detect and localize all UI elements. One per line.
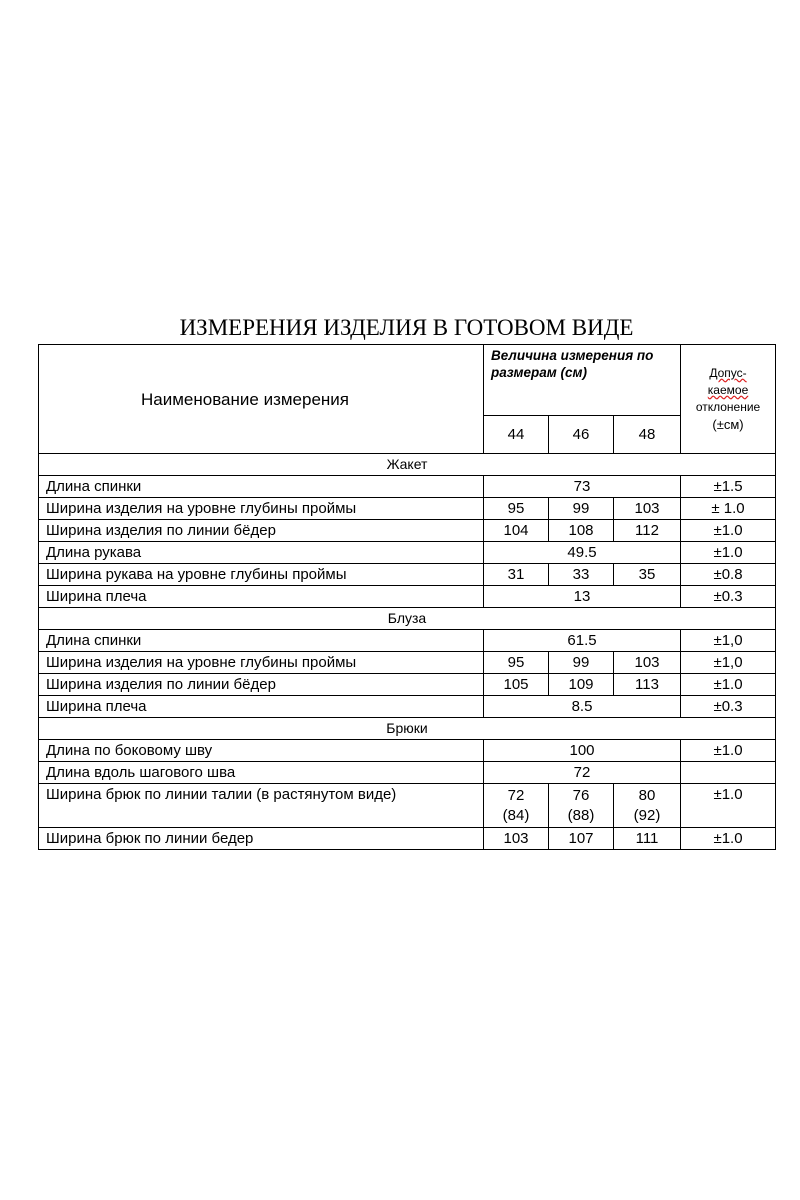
measure-value-stretched: (84) (502, 807, 530, 824)
header-row (39, 345, 776, 416)
tolerance-value: ±0.8 (681, 564, 776, 586)
header-tolerance-line4: (±см) (712, 417, 744, 432)
measure-value: 105 (484, 674, 549, 696)
measure-name: Длина рукава (39, 542, 484, 564)
measure-name: Ширина брюк по линии талии (в растянутом виде) (39, 784, 484, 828)
tolerance-value: ±1,0 (681, 630, 776, 652)
measurements-table (38, 344, 776, 850)
measure-value (549, 784, 614, 828)
header-tolerance (681, 345, 776, 454)
measure-value-merged: 13 (484, 586, 681, 608)
measure-name: Ширина плеча (39, 696, 484, 718)
measure-value: 33 (549, 564, 614, 586)
measure-name: Ширина изделия по линии бёдер (39, 520, 484, 542)
header-tolerance-line2: каемое (707, 383, 749, 397)
measure-value-merged: 73 (484, 476, 681, 498)
measure-name: Ширина изделия на уровне глубины проймы (39, 652, 484, 674)
measure-value-stretched: (88) (567, 807, 595, 824)
measure-name: Длина спинки (39, 476, 484, 498)
measure-value: 35 (614, 564, 681, 586)
measure-value-merged: 49.5 (484, 542, 681, 564)
size-46: 46 (549, 416, 614, 454)
table-row (39, 696, 776, 718)
measure-value: 108 (549, 520, 614, 542)
table-row (39, 674, 776, 696)
measure-name: Ширина плеча (39, 586, 484, 608)
tolerance-value: ±1,0 (681, 652, 776, 674)
measure-value: 109 (549, 674, 614, 696)
measure-value-stretched: (92) (633, 807, 661, 824)
tolerance-value: ±0.3 (681, 696, 776, 718)
table-row (39, 586, 776, 608)
measure-value: 99 (549, 652, 614, 674)
tolerance-value: ±0.3 (681, 586, 776, 608)
measure-value: 111 (614, 828, 681, 850)
measure-name: Ширина изделия по линии бёдер (39, 674, 484, 696)
table-row (39, 740, 776, 762)
measure-value: 95 (484, 652, 549, 674)
table-row (39, 498, 776, 520)
measure-value-main: 72 (507, 787, 525, 804)
measure-name: Длина по боковому шву (39, 740, 484, 762)
table-row (39, 564, 776, 586)
table-row (39, 542, 776, 564)
measure-value: 103 (484, 828, 549, 850)
section-title: Брюки (39, 718, 776, 740)
measure-value: 103 (614, 652, 681, 674)
tolerance-value: ±1.0 (681, 520, 776, 542)
measure-name: Длина спинки (39, 630, 484, 652)
measure-value: 113 (614, 674, 681, 696)
tolerance-value (681, 762, 776, 784)
table-row (39, 520, 776, 542)
section-row (39, 454, 776, 476)
tolerance-value: ±1.0 (681, 828, 776, 850)
section-row (39, 718, 776, 740)
measure-value (614, 784, 681, 828)
measure-value-main: 80 (638, 787, 656, 804)
measure-value-merged: 72 (484, 762, 681, 784)
measure-value-merged: 8.5 (484, 696, 681, 718)
table-row (39, 630, 776, 652)
document-title: ИЗМЕРЕНИЯ ИЗДЕЛИЯ В ГОТОВОМ ВИДЕ (179, 315, 634, 340)
tolerance-value: ±1.0 (681, 740, 776, 762)
measure-value: 103 (614, 498, 681, 520)
table-row (39, 476, 776, 498)
measure-value: 95 (484, 498, 549, 520)
measure-value-merged: 61.5 (484, 630, 681, 652)
section-row (39, 608, 776, 630)
measure-name: Ширина брюк по линии бедер (39, 828, 484, 850)
size-48: 48 (614, 416, 681, 454)
measure-name: Ширина изделия на уровне глубины проймы (39, 498, 484, 520)
measure-value (484, 784, 549, 828)
measure-value: 104 (484, 520, 549, 542)
measure-value: 31 (484, 564, 549, 586)
tolerance-value: ± 1.0 (681, 498, 776, 520)
header-tolerance-line1: Допус- (709, 366, 747, 380)
table-row (39, 762, 776, 784)
tolerance-value: ±1.0 (681, 784, 776, 828)
section-title: Блуза (39, 608, 776, 630)
measure-value: 107 (549, 828, 614, 850)
header-name: Наименование измерения (39, 345, 484, 454)
measure-name: Ширина рукава на уровне глубины проймы (39, 564, 484, 586)
tolerance-value: ±1.5 (681, 476, 776, 498)
table-row (39, 828, 776, 850)
table-row (39, 784, 776, 828)
section-title: Жакет (39, 454, 776, 476)
measure-value-merged: 100 (484, 740, 681, 762)
tolerance-value: ±1.0 (681, 674, 776, 696)
table-body (39, 345, 776, 850)
measure-value-main: 76 (572, 787, 590, 804)
measure-name: Длина вдоль шагового шва (39, 762, 484, 784)
measure-value: 112 (614, 520, 681, 542)
header-tolerance-line3: отклонение (695, 400, 761, 414)
table-row (39, 652, 776, 674)
tolerance-value: ±1.0 (681, 542, 776, 564)
measure-value: 99 (549, 498, 614, 520)
header-size-group: Величина измерения по размерам (см) (484, 345, 681, 416)
size-44: 44 (484, 416, 549, 454)
